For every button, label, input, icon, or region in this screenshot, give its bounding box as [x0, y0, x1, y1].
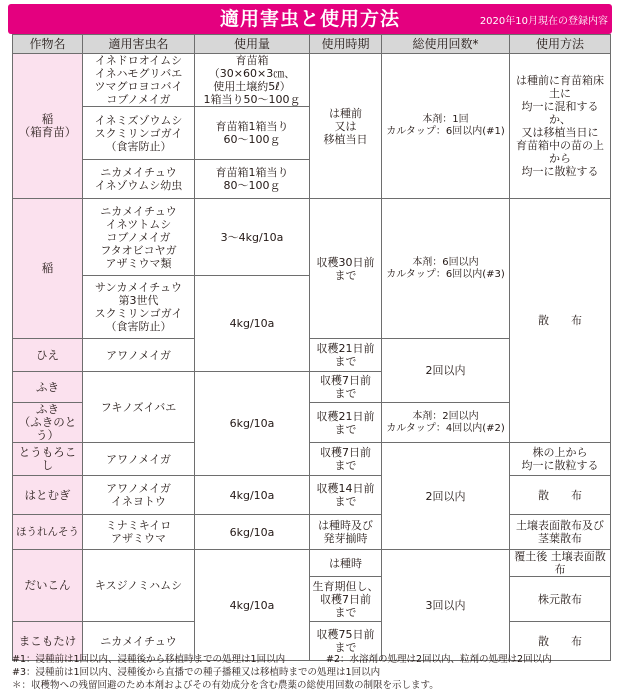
- timing-cell: は種前 又は 移植当日: [310, 54, 382, 199]
- pest-cell: ミナミキイロ アザミウマ: [83, 515, 195, 550]
- method-cell: 覆土後 土壌表面散布: [510, 550, 611, 577]
- crop-cell: ふき: [13, 372, 83, 403]
- count-cell: 本剤：6回以内 カルタップ：6回以内(#3): [382, 199, 510, 339]
- crop-cell: まこもたけ: [13, 622, 83, 661]
- crop-cell: だいこん: [13, 550, 83, 622]
- title-banner: [8, 4, 612, 34]
- crop-cell: とうもろこし: [13, 443, 83, 476]
- col-crop: 作物名: [13, 35, 83, 54]
- amount-cell: 4kg/10a: [195, 550, 310, 661]
- method-cell: 散 布: [510, 622, 611, 661]
- amount-cell: 6kg/10a: [195, 372, 310, 476]
- page-title: 適用害虫と使用方法: [219, 8, 400, 30]
- timing-cell: 収穫21日前 まで: [310, 403, 382, 443]
- method-cell: 散 布: [510, 476, 611, 515]
- pest-cell: アワノメイガ: [83, 443, 195, 476]
- amount-cell: 4kg/10a: [195, 276, 310, 372]
- footnote-2: #2：水溶剤の処理は2回以内、粒剤の処理は2回以内: [326, 654, 552, 665]
- footnote-1: #1：浸種前は1回以内、浸種後から移植時までの処理は1回以内: [12, 654, 286, 665]
- count-cell: 2回以内: [382, 339, 510, 403]
- method-cell: は種前に育苗箱床土に 均一に混和するか、 又は移植当日に 育苗箱中の苗の上から 均一に散粒する: [510, 54, 611, 199]
- method-cell: 土壌表面散布及び 茎葉散布: [510, 515, 611, 550]
- crop-cell: ひえ: [13, 339, 83, 372]
- amount-cell: 育苗箱1箱当り 80～100ｇ: [195, 160, 310, 199]
- timing-cell: 収穫21日前 まで: [310, 339, 382, 372]
- timing-cell: 収穫75日前 まで: [310, 622, 382, 661]
- col-method: 使用方法: [510, 35, 611, 54]
- col-amount: 使用量: [195, 35, 310, 54]
- table-row: [13, 550, 611, 577]
- pest-cell: イネミズゾウムシ スクミリンゴガイ （食害防止）: [83, 107, 195, 160]
- method-cell: 株の上から 均一に散粒する: [510, 443, 611, 476]
- timing-cell: 収穫14日前 まで: [310, 476, 382, 515]
- timing-cell: 生育期但し、 収穫7日前 まで: [310, 577, 382, 622]
- table-header-row: [13, 35, 611, 54]
- amount-cell: 育苗箱1箱当り 60～100ｇ: [195, 107, 310, 160]
- method-cell: 散 布: [510, 199, 611, 443]
- crop-cell: ふき （ふきのとう）: [13, 403, 83, 443]
- timing-cell: 収穫7日前 まで: [310, 443, 382, 476]
- crop-cell: はとむぎ: [13, 476, 83, 515]
- pest-cell: ニカメイチュウ イネツトムシ コブノメイガ フタオビコヤガ アザミウマ類: [83, 199, 195, 276]
- col-pest: 適用害虫名: [83, 35, 195, 54]
- pest-usage-table: [12, 34, 611, 661]
- method-cell: 株元散布: [510, 577, 611, 622]
- col-timing: 使用時期: [310, 35, 382, 54]
- pest-cell: フキノズイバエ: [83, 372, 195, 443]
- table-row: [13, 476, 611, 515]
- timing-cell: 収穫30日前 まで: [310, 199, 382, 339]
- amount-cell: 6kg/10a: [195, 515, 310, 550]
- footnote-4: ＊：収穫物への残留回避のため本剤およびその有効成分を含む農薬の総使用回数の制限を示します。: [12, 680, 439, 691]
- amount-cell: 4kg/10a: [195, 476, 310, 515]
- table-row: [13, 515, 611, 550]
- pest-cell: キスジノミハムシ: [83, 550, 195, 622]
- count-cell: 本剤：2回以内 カルタップ：4回以内(#2): [382, 403, 510, 443]
- pest-cell: アワノメイガ: [83, 339, 195, 372]
- col-count: 総使用回数*: [382, 35, 510, 54]
- crop-cell: 稲 （箱育苗）: [13, 54, 83, 199]
- pest-cell: ニカメイチュウ イネゾウムシ幼虫: [83, 160, 195, 199]
- pest-cell: イネドロオイムシ イネハモグリバエ ツマグロヨコバイ コブノメイガ: [83, 54, 195, 107]
- count-cell: 3回以内: [382, 550, 510, 661]
- footnote-3: #3：浸種前は1回以内、浸種後から直播での種子播種又は移植時までの処理は1回以内: [12, 667, 381, 678]
- timing-cell: 収穫7日前 まで: [310, 372, 382, 403]
- crop-cell: ほうれんそう: [13, 515, 83, 550]
- table-row: [13, 199, 611, 276]
- pest-cell: ニカメイチュウ: [83, 622, 195, 661]
- table-row: [13, 54, 611, 107]
- pest-cell: アワノメイガ イネヨトウ: [83, 476, 195, 515]
- table-row: [13, 443, 611, 476]
- registration-date: 2020年10月現在の登録内容: [479, 16, 608, 27]
- count-cell: 本剤：1回 カルタップ：6回以内(#1): [382, 54, 510, 199]
- pest-cell: サンカメイチュウ 第3世代 スクミリンゴガイ （食害防止）: [83, 276, 195, 339]
- timing-cell: は種時及び 発芽揃時: [310, 515, 382, 550]
- amount-cell: 3～4kg/10a: [195, 199, 310, 276]
- count-cell: 2回以内: [382, 443, 510, 550]
- crop-cell: 稲: [13, 199, 83, 339]
- timing-cell: は種時: [310, 550, 382, 577]
- amount-cell: 育苗箱 （30×60×3㎝、 使用土壌約5ℓ） 1箱当り50～100ｇ: [195, 54, 310, 107]
- footnote-row-1: [12, 654, 610, 666]
